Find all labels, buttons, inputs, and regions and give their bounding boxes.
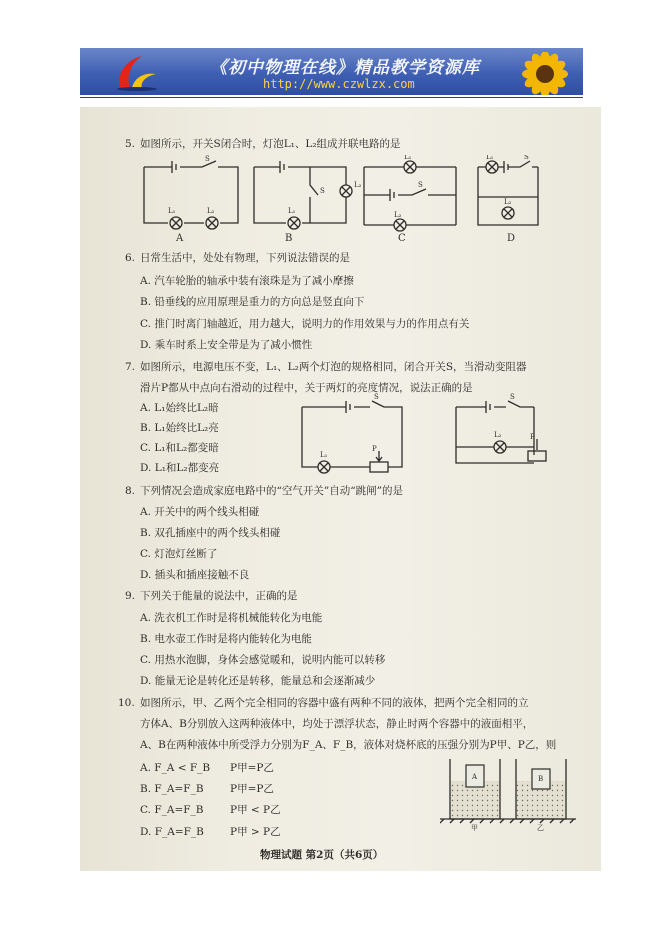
q10-option-a-force: A. F_A < F_B (140, 762, 211, 774)
logo-icon (112, 52, 162, 92)
q7-stem-line2: 滑片P都从中点向右滑动的过程中，关于两灯的亮度情况，说法正确的是 (140, 382, 473, 394)
q9-number: 9. (125, 590, 136, 602)
q10-option-c-force: C. F_A=F_B (140, 804, 204, 816)
svg-text:L₂: L₂ (207, 207, 215, 215)
container-jia-label: 甲 (471, 824, 478, 832)
q5-caption-b: B (285, 233, 293, 244)
q7-option-b: B. L₁始终比L₂亮 (140, 422, 219, 434)
banner-url[interactable]: http://www.czwlzx.com (263, 77, 415, 91)
q6-option-a: A. 汽车轮胎的轴承中装有滚珠是为了减小摩擦 (140, 275, 354, 287)
q10-stem-line1: 如图所示，甲、乙两个完全相同的容器中盛有两种不同的液体，把两个完全相同的立 (140, 697, 529, 709)
q6-option-c: C. 推门时离门轴越近，用力越大，说明力的作用效果与力的作用点有关 (140, 318, 470, 330)
svg-text:P: P (530, 433, 535, 441)
exam-page-photo (80, 107, 601, 871)
q9-option-d: D. 能量无论是转化还是转移，能量总和会逐渐减少 (140, 675, 376, 687)
q8-option-a: A. 开关中的两个线头相碰 (140, 506, 260, 518)
q8-option-d: D. 插头和插座接触不良 (140, 569, 250, 581)
q10-containers-diagram (440, 753, 580, 833)
q10-stem-line2: 方体A、B分别放入这两种液体中，均处于漂浮状态，静止时两个容器中的液面相平， (140, 718, 534, 730)
q6-option-b: B. 铅垂线的应用原理是重力的方向总是竖直向下 (140, 296, 365, 308)
q10-option-c-pressure: P甲 < P乙 (230, 804, 281, 816)
header-rule (80, 97, 583, 98)
q9-stem: 下列关于能量的说法中，正确的是 (140, 590, 298, 602)
q6-number: 6. (125, 252, 136, 264)
q8-stem: 下列情况会造成家庭电路中的“空气开关”自动“跳闸”的是 (140, 485, 403, 497)
svg-text:S: S (524, 155, 529, 161)
q7-circuit-diagrams (298, 391, 568, 477)
page-footer: 物理试题 第2页（共6页） (260, 849, 384, 861)
container-jia (450, 759, 500, 819)
q6-option-d: D. 乘车时系上安全带是为了减小惯性 (140, 339, 313, 351)
container-yi-label: 乙 (537, 824, 544, 832)
q7-stem-line1: 如图所示，电源电压不变，L₁、L₂两个灯泡的规格相同，闭合开关S，当滑动变阻器 (140, 361, 527, 373)
cube-a-label: A (472, 773, 478, 781)
svg-text:S: S (374, 393, 379, 401)
svg-text:L₂: L₂ (504, 198, 512, 206)
q10-number: 10. (118, 697, 135, 709)
q9-option-c: C. 用热水泡脚，身体会感觉暖和，说明内能可以转移 (140, 654, 386, 666)
q8-number: 8. (125, 485, 136, 497)
q5-circuit-d (478, 155, 538, 225)
q5-number: 5. (125, 138, 136, 150)
container-yi (516, 759, 566, 819)
q9-option-a: A. 洗衣机工作时是将机械能转化为电能 (140, 612, 323, 624)
q6-stem: 日常生活中，处处有物理，下列说法错误的是 (140, 252, 350, 264)
q9-option-b: B. 电水壶工作时是将内能转化为电能 (140, 633, 312, 645)
svg-text:S: S (418, 181, 423, 189)
header-banner (80, 48, 583, 95)
q10-option-b-force: B. F_A=F_B (140, 783, 204, 795)
svg-text:L₁: L₁ (404, 155, 412, 161)
q7-circuit-left (302, 393, 402, 473)
q5-stem: 如图所示，开关S闭合时，灯泡L₁、L₂组成并联电路的是 (140, 138, 401, 150)
q7-number: 7. (125, 361, 136, 373)
q7-option-c: C. L₁和L₂都变暗 (140, 442, 219, 454)
q10-option-d-force: D. F_A=F_B (140, 826, 204, 838)
q8-option-c: C. 灯泡灯丝断了 (140, 548, 218, 560)
svg-text:S: S (205, 155, 210, 163)
svg-text:L₁: L₁ (486, 155, 494, 161)
cube-b-label: B (538, 775, 544, 783)
q10-option-b-pressure: P甲=P乙 (230, 783, 274, 795)
q5-circuit-c (364, 155, 456, 231)
q7-option-d: D. L₁和L₂都变亮 (140, 462, 220, 474)
svg-text:S: S (320, 187, 325, 195)
q7-circuit-right (456, 393, 546, 463)
q5-circuit-a (144, 155, 238, 229)
q10-stem-line3: A、B在两种液体中所受浮力分别为F_A、F_B，液体对烧杯底的压强分别为P甲、P乙，则 (140, 739, 557, 751)
q10-option-d-pressure: P甲 > P乙 (230, 826, 281, 838)
svg-text:L₁: L₁ (288, 207, 296, 215)
svg-text:P: P (372, 445, 377, 453)
q5-circuit-b (254, 161, 362, 229)
svg-text:L₁: L₁ (320, 451, 328, 459)
q5-circuit-diagrams (132, 155, 552, 245)
svg-text:S: S (510, 393, 515, 401)
sunflower-icon (510, 52, 580, 95)
q5-caption-a: A (176, 233, 184, 244)
q7-option-a: A. L₁始终比L₂暗 (140, 402, 219, 414)
svg-text:L₂: L₂ (494, 431, 502, 439)
q8-option-b: B. 双孔插座中的两个线头相碰 (140, 527, 281, 539)
q5-caption-c: C (398, 233, 406, 244)
svg-text:L₂: L₂ (394, 211, 402, 219)
svg-text:L₁: L₁ (168, 207, 176, 215)
banner-title: 《初中物理在线》精品教学资源库 (210, 58, 480, 78)
q5-caption-d: D (507, 233, 516, 244)
q10-option-a-pressure: P甲=P乙 (230, 762, 274, 774)
svg-text:L₂: L₂ (354, 181, 362, 189)
